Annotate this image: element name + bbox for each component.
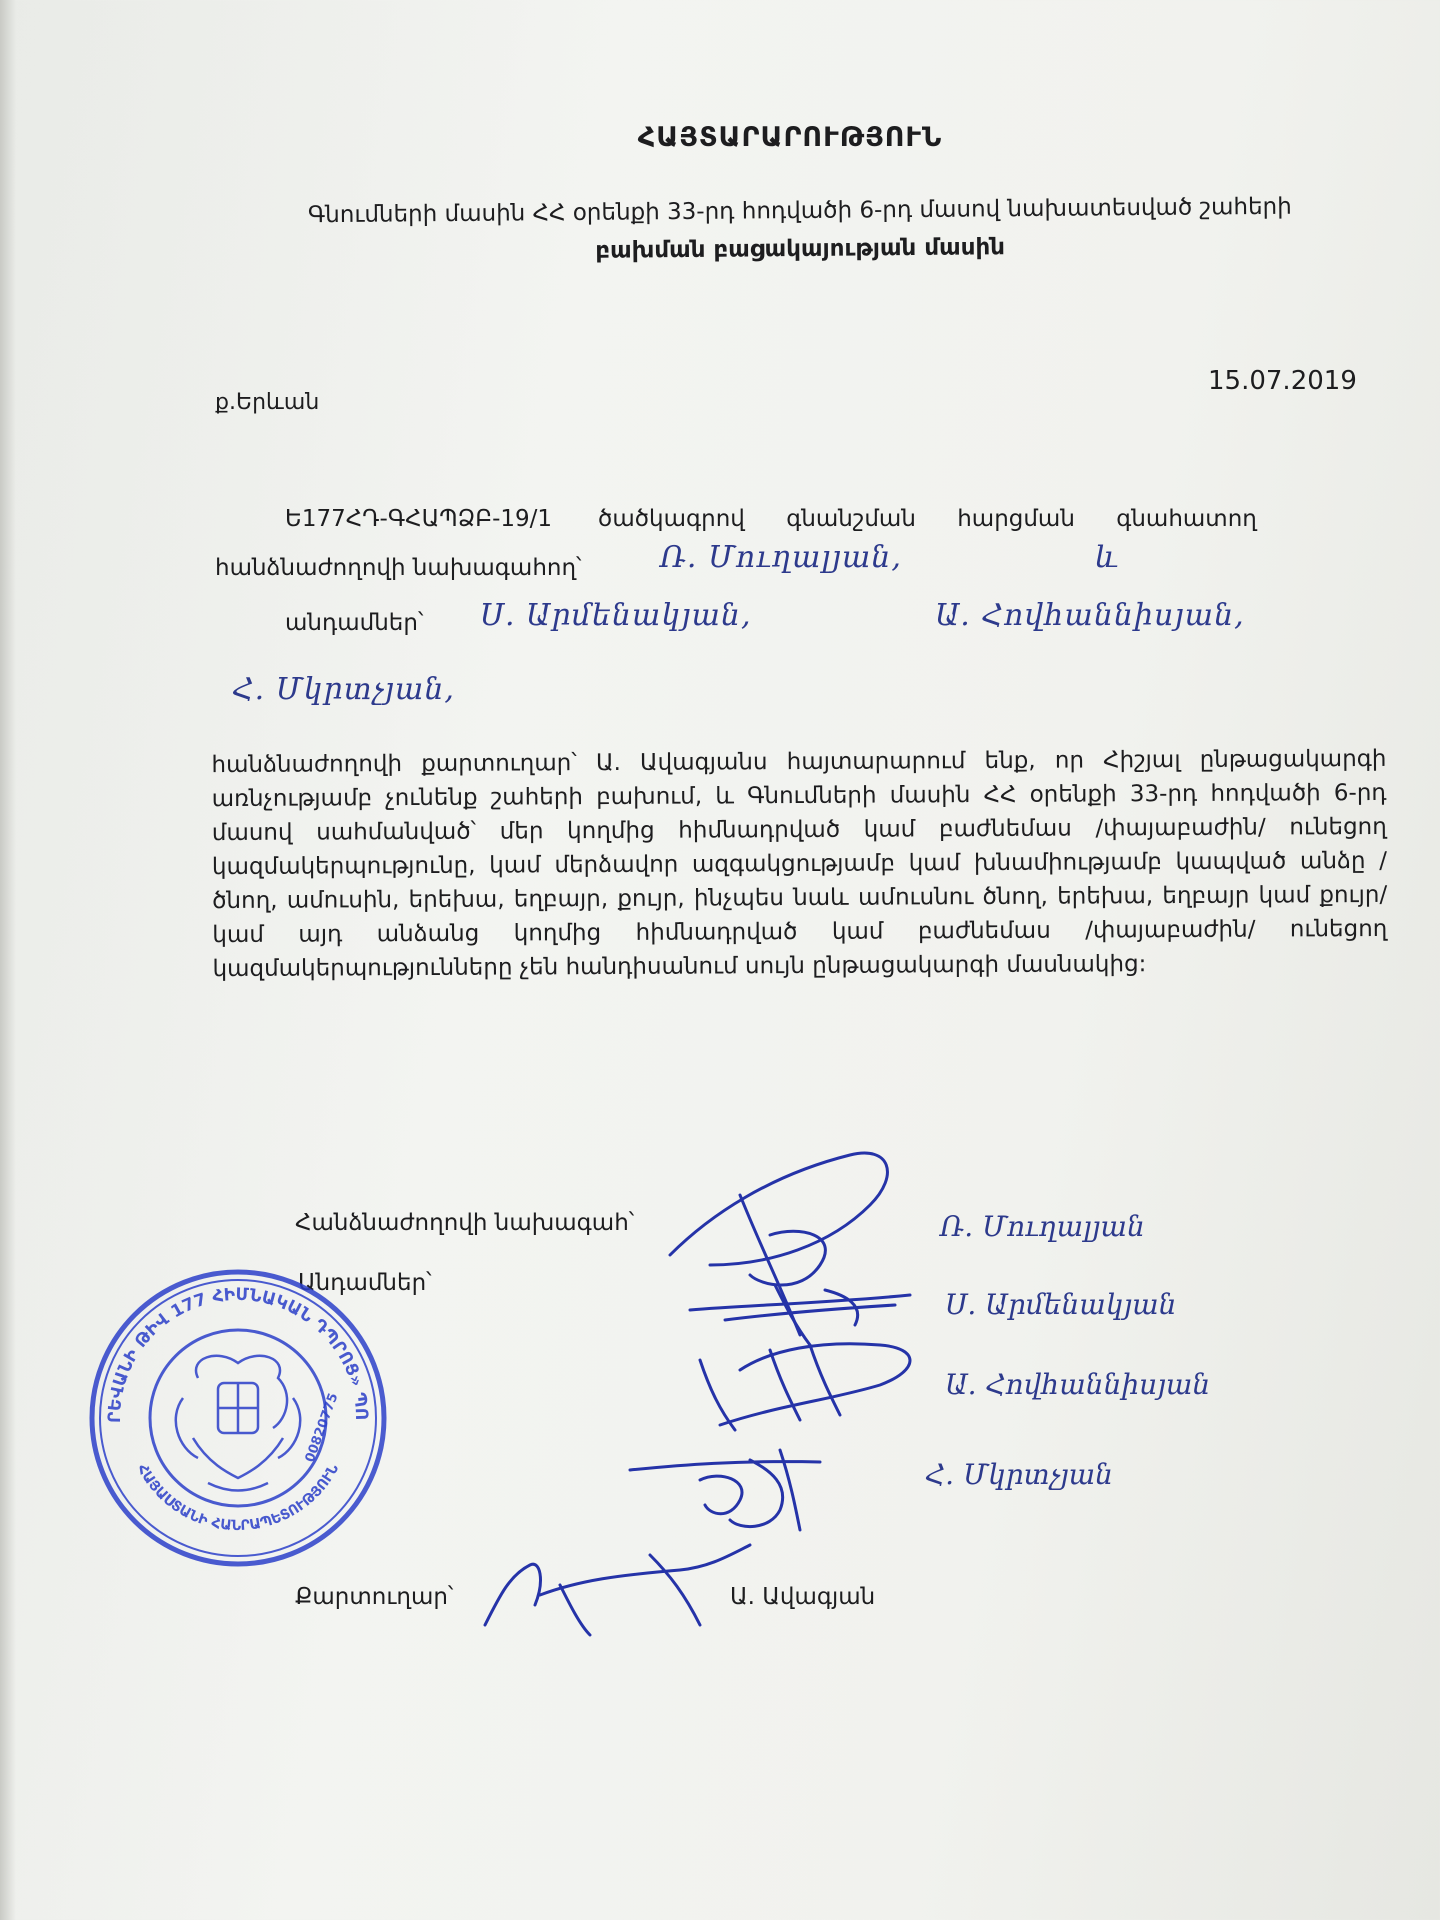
coat-of-arms-icon <box>176 1356 300 1491</box>
members-label: անդամներ՝ <box>285 610 424 636</box>
subtitle-line-2: բախման բացակայության մասին <box>595 234 1006 264</box>
intro-code: Ե177ՀԴ-ԳՀԱՊՁԲ-19/1 <box>285 506 553 532</box>
signature-secretary-name: Ա. Ավագյան <box>730 1584 876 1610</box>
signature-scribble-member-2 <box>680 1330 940 1440</box>
signature-name-3: Ա. Հովհաննիսյան <box>945 1368 1211 1401</box>
paper-edge-shadow <box>0 0 16 1920</box>
chair-and-handwritten: և <box>1095 540 1120 575</box>
seal-outer-text: ՐԵՎԱՆԻ ԹԻՎ 177 ՀԻՄՆԱԿԱՆ ԴՊՐՈՑ» ՊՈ <box>104 1284 372 1424</box>
document-subtitle <box>220 187 1381 273</box>
member-handwritten-2: Ա. Հովհաննիսյան, <box>935 598 1245 633</box>
signature-scribble-secretary <box>470 1535 760 1645</box>
seal-number: 00820775 <box>302 1391 342 1465</box>
official-seal <box>88 1268 388 1568</box>
signature-name-4: Հ. Մկրտչյան <box>925 1458 1113 1491</box>
member-handwritten-3: Հ. Մկրտչյան, <box>232 672 455 707</box>
signature-secretary-label: Քարտուղար՝ <box>295 1584 454 1610</box>
signature-members-label: Անդամներ՝ <box>298 1270 432 1296</box>
signature-name-1: Ռ. Մուղալյան <box>940 1210 1145 1243</box>
intro-rest: ծածկագրով գնանշման հարցման գնահատող <box>598 506 1257 532</box>
declaration-paragraph: հանձնաժողովի քարտուղար՝ Ա. Ավագյանս հայտարարում ենք, որ Հիշյալ ընթացակարգի առնչությամբ չունենք շահերի բախում, և Գնումների մասին ՀՀ օրենքի 33-րդ հոդվածի 6-րդ մասով սահմանված՝ մեր կողմից հիմնադրված կամ բաժնեմաս /փայաբաժին/ ունեցող կազմակերպությունը, կամ մերձավոր ազգակցությամբ կամ խնամիությամբ կապված անձը / ծնող, ամուսին, երեխա, եղբայր, քույր, ինչպես նաև ամուսնու ծնող, երեխա, եղբայր կամ քույր/ կամ այդ անձանց կողմից հիմնադրված կամ բաժնեմաս /փայաբաժին/ ունեցող կազմակերպությունները չեն հանդիսանում սույն ընթացակարգի մասնակից: <box>211 745 1388 983</box>
chair-handwritten-name: Ռ. Մուղալյան, <box>660 540 902 575</box>
document-title: ՀԱՅՏԱՐԱՐՈՒԹՅՈՒՆ <box>637 122 943 153</box>
subtitle-line-1: Գնումների մասին ՀՀ օրենքի 33-րդ հոդվածի 6-րդ մասով նախատեսված շահերի <box>307 193 1292 229</box>
place: ք.Երևան <box>215 390 320 415</box>
signature-name-2: Ս. Արմենակյան <box>945 1288 1177 1321</box>
member-handwritten-1: Ս. Արմենակյան, <box>480 598 752 633</box>
chair-label: հանձնաժողովի նախագահող՝ <box>215 555 582 581</box>
seal-bottom-text: ՀԱՅԱՍՏԱՆԻ ՀԱՆՐԱՊԵՏՈՒԹՅՈՒՆ <box>133 1461 343 1535</box>
signature-scribble-member-3 <box>620 1440 860 1540</box>
date: 15.07.2019 <box>1208 366 1357 396</box>
signature-chair-label: Հանձնաժողովի նախագահ՝ <box>295 1210 635 1236</box>
